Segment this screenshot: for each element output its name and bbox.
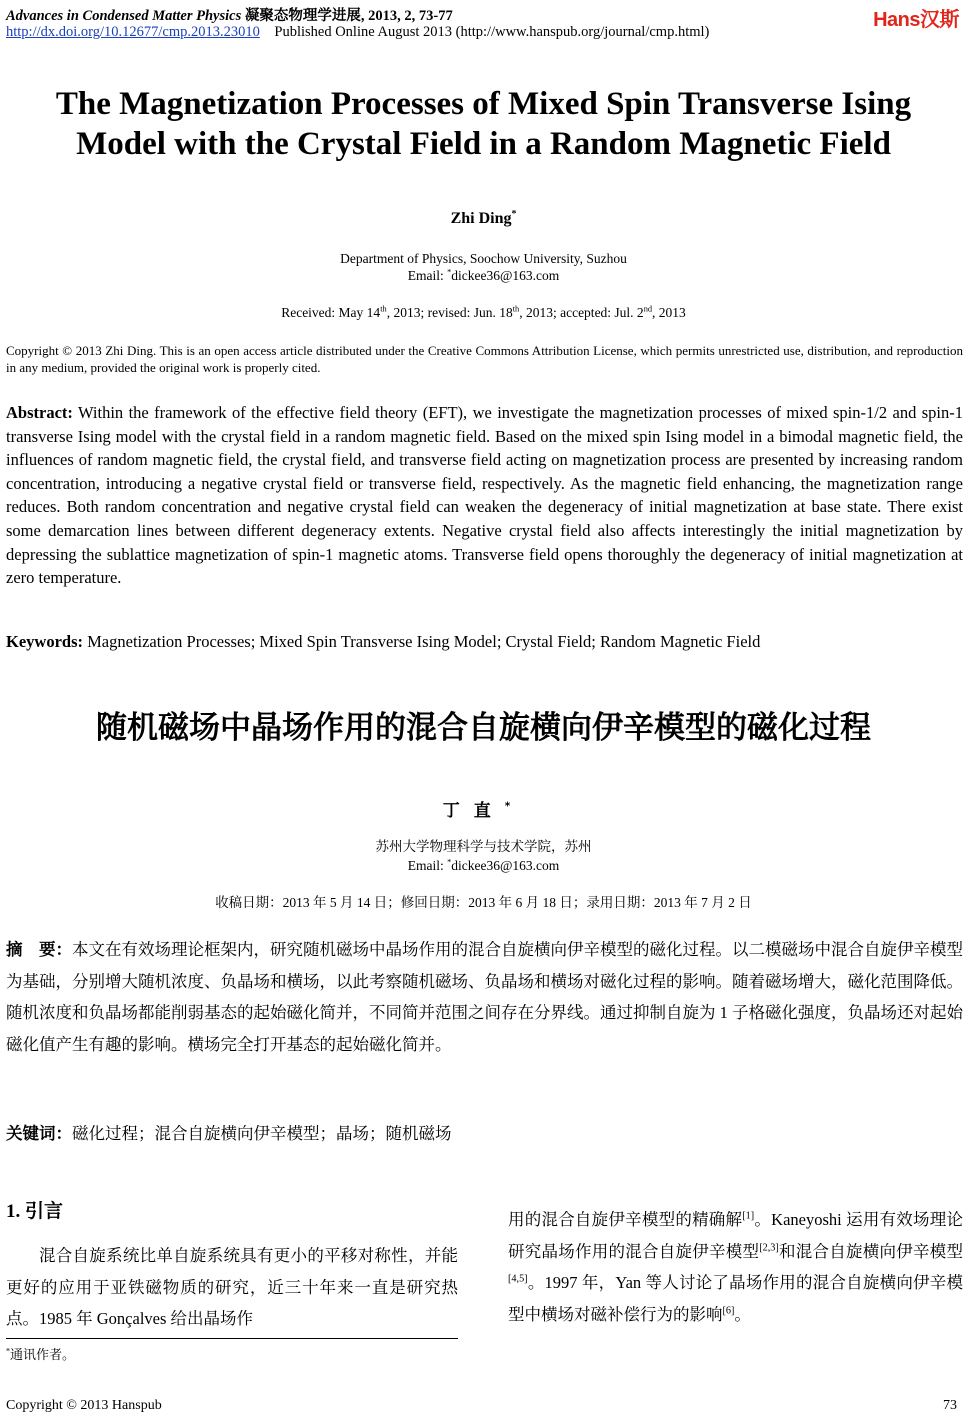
intro-text: 用的混合自旋伊辛模型的精确解 xyxy=(508,1210,743,1229)
abstract-cn-text: 本文在有效场理论框架内，研究随机磁场中晶场作用的混合自旋横向伊辛模型的磁化过程。以二模磁场中混合自旋伊辛模型为基础，分别增大随机浓度、负晶场和横场，以此考察随机磁场、负晶场和横场对磁化过程的影响。随着磁场增大，磁化范围降低。随机浓度和负晶场都能削弱基态的起始磁化简并，不同简并范围之间存在分界线。通过抑制自旋为 1 子格磁化强度，负晶场还对起始磁化值产生有趣的影响。横场完全打开基态的起始磁化简并。 xyxy=(6,940,963,1054)
section-number: 1. xyxy=(6,1201,25,1222)
received-dates-cn: 收稿日期：2013 年 5 月 14 日；修回日期：2013 年 6 月 18 日；录用日期：2013 年 7 月 2 日 xyxy=(215,895,752,910)
citation[interactable]: [2,3] xyxy=(759,1242,779,1253)
author-mark-cn: * xyxy=(504,800,525,813)
intro-left-column: 混合自旋系统比单自旋系统具有更小的平移对称性，并能更好的应用于亚铁磁物质的研究，近三十年来一直是研究热点。1985 年 Gonçalves 给出晶场作 xyxy=(6,1246,458,1328)
section-title: 引言 xyxy=(25,1200,64,1222)
ordinal-sup: th xyxy=(512,304,520,314)
abstract-cn xyxy=(6,934,963,1060)
journal-name-cn: 凝聚态物理学进展 xyxy=(244,8,361,24)
intro-right-column xyxy=(508,1204,963,1330)
intro-text: 。Kaneyoshi 运用有效场理论研究晶场作用的混合自旋伊辛模型 xyxy=(508,1210,963,1261)
email-mark: * xyxy=(447,857,452,867)
received-date: Received: May 14 xyxy=(281,305,381,320)
keywords-cn-label: 关键词： xyxy=(6,1124,72,1143)
footnote-text: 通讯作者。 xyxy=(10,1347,76,1362)
copyright-note: Copyright © 2013 Zhi Ding. This is an open access article distributed under the Creative Commons Attribution License, which permits unrestricted use, distribution, and reproduction in any medium, provided the original work is properly cited. xyxy=(6,343,963,375)
citation[interactable]: [6] xyxy=(722,1305,735,1316)
ordinal-sup: nd xyxy=(643,304,653,314)
journal-header xyxy=(6,4,453,25)
section-heading xyxy=(6,1196,63,1223)
page-number: 73 xyxy=(943,1398,957,1413)
received-dates-en xyxy=(0,304,967,321)
email-address[interactable]: dickee36@163.com xyxy=(451,268,560,283)
keywords-en-label: Keywords: xyxy=(6,632,83,651)
intro-text: 。1997 年，Yan 等人讨论了晶场作用的混合自旋横向伊辛模型中横场对磁补偿行为的影响 xyxy=(508,1273,963,1324)
footnote-divider xyxy=(6,1338,458,1339)
citation[interactable]: [1] xyxy=(742,1210,755,1222)
paper-title-cn: 随机磁场中晶场作用的混合自旋横向伊辛模型的磁化过程 xyxy=(96,710,871,746)
hans-logo: Hans汉斯 xyxy=(873,9,959,31)
author-name-cn: 丁直 xyxy=(442,801,505,821)
author-en xyxy=(0,210,967,228)
abstract-en xyxy=(6,401,963,590)
email-mark: * xyxy=(447,267,452,277)
author-cn xyxy=(0,796,967,821)
author-name-en: Zhi Ding xyxy=(450,210,512,227)
email-cn xyxy=(0,857,967,874)
accepted-year: , 2013 xyxy=(652,305,686,320)
intro-text: 。 xyxy=(734,1304,751,1324)
abstract-en-label: Abstract: xyxy=(6,403,73,422)
revised-date: , 2013; revised: Jun. 18 xyxy=(386,305,513,320)
doi-link[interactable]: http://dx.doi.org/10.12677/cmp.2013.23010 xyxy=(6,24,260,40)
author-mark: * xyxy=(511,208,517,220)
title-en-line-2: Model with the Crystal Field in a Random Magnetic Field xyxy=(76,126,891,162)
accepted-date: , 2013; accepted: Jul. 2 xyxy=(519,305,644,320)
published-online: Published Online August 2013 (http://www.hanspub.org/journal/cmp.html) xyxy=(274,24,710,40)
email-label: Email: xyxy=(407,858,448,873)
email-en xyxy=(0,267,967,284)
abstract-cn-label: 摘 要： xyxy=(6,940,72,959)
keywords-en xyxy=(6,632,760,652)
citation[interactable]: [4,5] xyxy=(508,1273,528,1285)
email-label: Email: xyxy=(407,268,448,283)
affiliation-cn: 苏州大学物理科学与技术学院，苏州 xyxy=(375,839,592,854)
abstract-en-text: Within the framework of the effective field theory (EFT), we investigate the magnetization processes of mixed spin-1/2 and spin-1 transverse Ising model with the crystal field in a random magnetic field. Based on the mixed spin Ising model in a bimodal magnetic field, the influences of random magnetic field, the crystal field, and transverse field acting on magnetization process are presented by increasing random concentration, introducing a negative crystal field or transverse field, respectively. As the magnetic field enhancing, the magnetization range reduces. Both random concentration and negative crystal field can weaken the degeneracy of initial magnetization at base state. There exist some demarcation lines between different degeneracy extents. Negative crystal field also affects interestingly the initial magnetization by depressing the sublattice magnetization of spin-1 magnetic atoms. Transverse field opens thoroughly the degeneracy of initial magnetization at zero temperature. xyxy=(6,403,963,588)
intro-text: 和混合自旋横向伊辛模型 xyxy=(778,1241,964,1261)
journal-citation: , 2013, 2, 73-77 xyxy=(360,8,453,24)
affiliation-en: Department of Physics, Soochow University, Suzhou xyxy=(340,251,627,266)
journal-name-en: Advances in Condensed Matter Physics xyxy=(6,8,242,24)
keywords-cn xyxy=(6,1120,452,1144)
footnote xyxy=(6,1344,75,1363)
ordinal-sup: th xyxy=(380,304,387,314)
doi-line xyxy=(6,24,709,41)
title-en-line-1: The Magnetization Processes of Mixed Spin Transverse Ising xyxy=(55,86,912,122)
keywords-cn-text: 磁化过程；混合自旋横向伊辛模型；晶场；随机磁场 xyxy=(72,1124,452,1143)
email-address[interactable]: dickee36@163.com xyxy=(451,858,560,873)
paper-title-en xyxy=(0,84,967,164)
footnote-mark: * xyxy=(6,1346,11,1356)
footer-copyright: Copyright © 2013 Hanspub xyxy=(6,1398,162,1413)
keywords-en-text: Magnetization Processes; Mixed Spin Transverse Ising Model; Crystal Field; Random Magnetic Field xyxy=(83,632,761,651)
